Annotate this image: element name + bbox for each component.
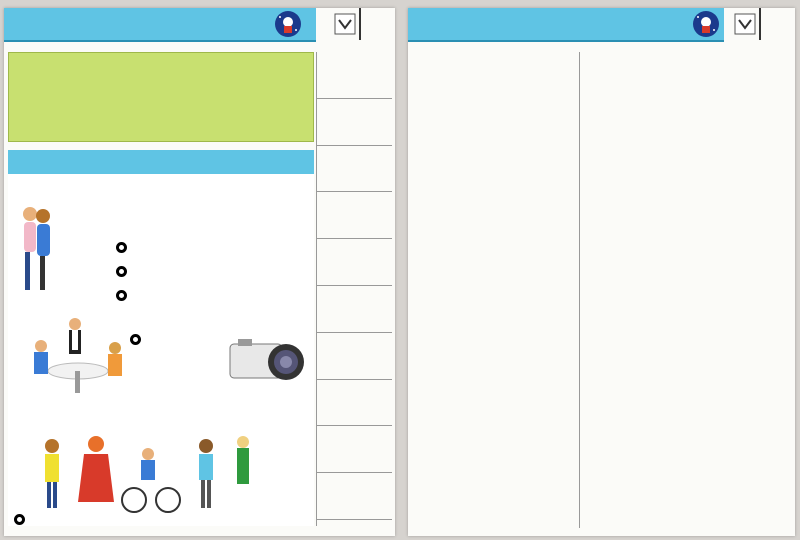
answer-word (317, 426, 392, 473)
card-number (759, 8, 795, 40)
people-group-illustration (38, 434, 253, 522)
color-tabs (774, 52, 792, 528)
back-card (408, 8, 795, 536)
check-mark-icon (734, 13, 756, 35)
picture-area (8, 174, 314, 526)
bullet-yellow-ring-icon[interactable] (116, 290, 127, 301)
bullet-orange-ring-icon[interactable] (14, 514, 25, 525)
card-number (359, 8, 395, 40)
bullet-red-icon[interactable] (210, 340, 221, 351)
word-family-table (580, 52, 774, 528)
bullet-orange-icon[interactable] (64, 280, 75, 291)
astronaut-logo-icon (692, 10, 720, 38)
camera-illustration (226, 334, 310, 386)
bullet-yellow-icon[interactable] (116, 218, 127, 229)
answer-word (317, 286, 392, 333)
astronaut-logo-icon (274, 10, 302, 38)
bullet-green-icon[interactable] (116, 194, 127, 205)
restaurant-illustration (23, 316, 133, 396)
front-header (4, 8, 316, 42)
answer-word (317, 99, 392, 146)
bullet-red-ring-icon[interactable] (116, 266, 127, 277)
answer-words-column (316, 52, 392, 526)
intro-box (8, 52, 314, 142)
bullet-blue-ring-icon[interactable] (130, 334, 141, 345)
answer-word (317, 52, 392, 99)
back-header (408, 8, 724, 42)
task-heading (8, 150, 314, 174)
front-card (4, 8, 395, 536)
answer-word (317, 473, 392, 520)
answer-word (317, 192, 392, 239)
answer-word (317, 239, 392, 286)
answer-word (317, 380, 392, 427)
bullet-green-ring-icon[interactable] (116, 242, 127, 253)
bullet-blue-icon[interactable] (160, 402, 171, 413)
check-mark-icon (334, 13, 356, 35)
answer-word (317, 333, 392, 380)
explanation-text (412, 52, 580, 528)
hugging-couple-illustration (16, 204, 56, 294)
answer-word (317, 146, 392, 193)
